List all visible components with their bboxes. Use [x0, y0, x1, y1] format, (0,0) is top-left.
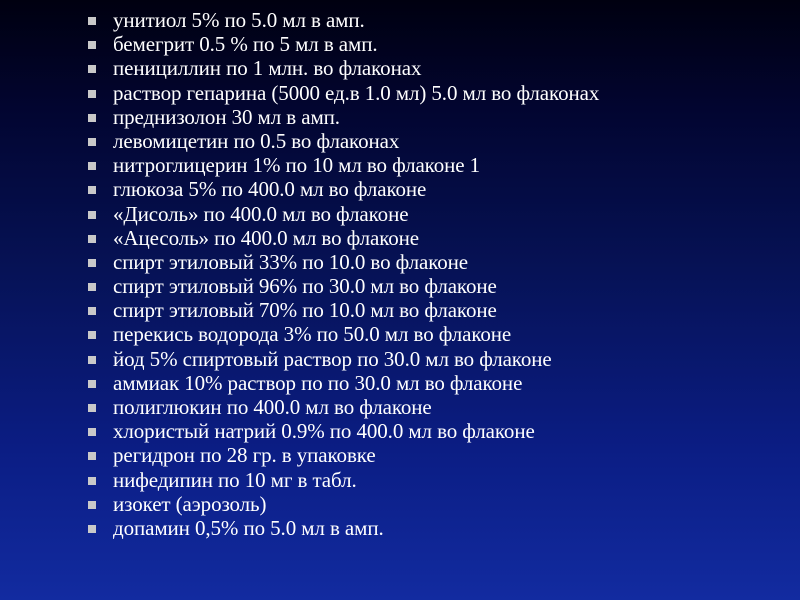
square-bullet-icon — [88, 138, 96, 146]
list-item — [86, 202, 599, 226]
list-item-text: бемегрит 0.5 % по 5 мл в амп. — [113, 32, 378, 57]
list-item — [86, 153, 599, 177]
list-item — [86, 56, 599, 80]
list-item-text: допамин 0,5% по 5.0 мл в амп. — [113, 515, 384, 540]
square-bullet-icon — [88, 114, 96, 122]
list-item — [86, 105, 599, 129]
square-bullet-icon — [88, 501, 96, 509]
square-bullet-icon — [88, 380, 96, 388]
list-item — [86, 274, 599, 298]
list-item-text: регидрон по 28 гр. в упаковке — [113, 443, 376, 468]
square-bullet-icon — [88, 211, 96, 219]
square-bullet-icon — [88, 452, 96, 460]
list-item-text: унитиол 5% по 5.0 мл в амп. — [113, 8, 365, 32]
list-item — [86, 492, 599, 516]
list-item-text: хлористый натрий 0.9% по 400.0 мл во флаконе — [113, 419, 535, 444]
square-bullet-icon — [88, 477, 96, 485]
square-bullet-icon — [88, 259, 96, 267]
square-bullet-icon — [88, 331, 96, 339]
list-item-text: полиглюкин по 400.0 мл во флаконе — [113, 395, 432, 419]
list-item-text: спирт этиловый 96% по 30.0 мл во флаконе — [113, 274, 497, 299]
square-bullet-icon — [88, 307, 96, 315]
list-item — [86, 468, 599, 492]
square-bullet-icon — [88, 235, 96, 243]
list-item-text: раствор гепарина (5000 ед.в 1.0 мл) 5.0 мл во флаконах — [113, 80, 600, 105]
square-bullet-icon — [88, 41, 96, 49]
list-item-text: спирт этиловый 70% по 10.0 мл во флаконе — [113, 298, 497, 323]
list-item-text: перекись водорода 3% по 50.0 мл во флаконе — [113, 322, 512, 347]
list-item — [86, 516, 599, 540]
list-item — [86, 129, 599, 153]
list-item-text: йод 5% спиртовый раствор по 30.0 мл во флаконе — [113, 346, 552, 371]
list-item-text: спирт этиловый 33% по 10.0 во флаконе — [113, 249, 469, 274]
list-item — [86, 81, 599, 105]
list-item-text: глюкоза 5% по 400.0 мл во флаконе — [113, 177, 427, 202]
list-item-text: нитроглицерин 1% по 10 мл во флаконе 1 — [113, 153, 481, 178]
list-item-text: «Дисоль» по 400.0 мл во флаконе — [113, 201, 409, 226]
square-bullet-icon — [88, 283, 96, 291]
list-item — [86, 395, 599, 419]
list-item — [86, 8, 599, 32]
square-bullet-icon — [88, 356, 96, 364]
list-item — [86, 347, 599, 371]
list-item — [86, 177, 599, 201]
list-item — [86, 443, 599, 467]
list-item-text: «Ацесоль» по 400.0 мл во флаконе — [113, 225, 420, 250]
list-item — [86, 250, 599, 274]
list-item-text: изокет (аэрозоль) — [113, 491, 267, 516]
square-bullet-icon — [88, 90, 96, 98]
square-bullet-icon — [88, 428, 96, 436]
list-item-text: левомицетин по 0.5 во флаконах — [113, 128, 400, 153]
list-item — [86, 226, 599, 250]
list-item-text: преднизолон 30 мл в амп. — [113, 104, 340, 129]
drug-list — [86, 8, 599, 540]
square-bullet-icon — [88, 162, 96, 170]
square-bullet-icon — [88, 525, 96, 533]
list-item — [86, 32, 599, 56]
list-item — [86, 298, 599, 322]
list-item-text: пенициллин по 1 млн. во флаконах — [113, 56, 422, 81]
list-item-text: нифедипин по 10 мг в табл. — [113, 467, 357, 492]
square-bullet-icon — [88, 17, 96, 25]
square-bullet-icon — [88, 186, 96, 194]
square-bullet-icon — [88, 404, 96, 412]
list-item-text: аммиак 10% раствор по по 30.0 мл во флаконе — [113, 370, 523, 395]
list-item — [86, 371, 599, 395]
square-bullet-icon — [88, 65, 96, 73]
list-item — [86, 419, 599, 443]
list-item — [86, 322, 599, 346]
